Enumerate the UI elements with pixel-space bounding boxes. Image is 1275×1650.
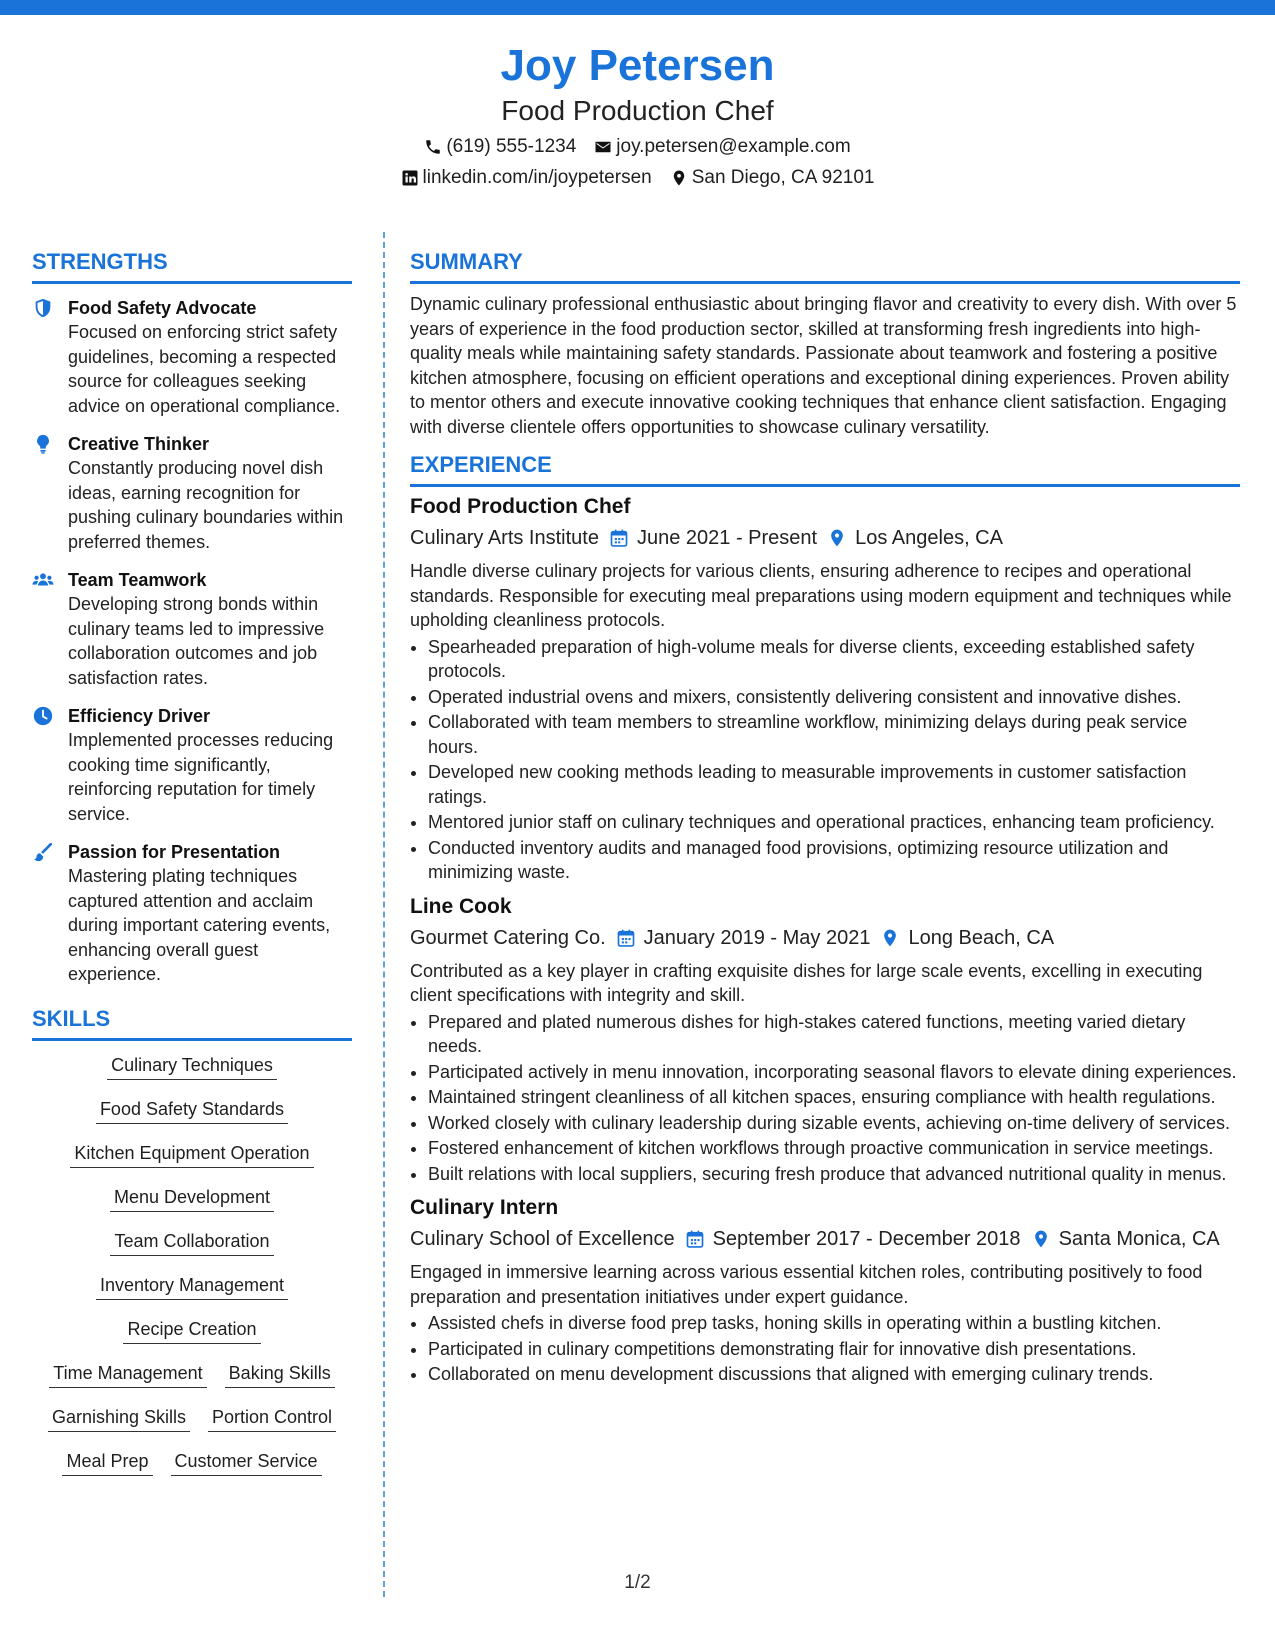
job-dates: September 2017 - December 2018 [712,1228,1021,1250]
resume-header [0,40,1275,190]
contact-row-2 [0,166,1275,190]
skill-row [32,1229,352,1256]
candidate-title: Food Production Chef [501,95,774,126]
job-company: Gourmet Catering Co. [410,926,606,949]
bullet-item: • Participated actively in menu innovation, incorporating seasonal flavors to elevate dining experiences. [428,1060,1240,1085]
bullet-item: • Developed new cooking methods leading to measurable improvements in customer satisfaction ratings. [428,760,1240,809]
location-contact [670,166,875,190]
email-contact[interactable] [594,135,850,159]
job-bullets [410,635,1240,885]
skill-row [32,1097,352,1124]
phone-text: (619) 555-1234 [446,136,577,157]
job-dates-group [616,924,871,952]
bullet-item: • Operated industrial ovens and mixers, consistently delivering consistent and innovative dishes. [428,685,1240,710]
skill-row [32,1053,352,1080]
map-pin-icon [670,169,688,187]
skill-row [32,1273,352,1300]
linkedin-text: linkedin.com/in/joypetersen [422,167,652,188]
skill-tag: Kitchen Equipment Operation [70,1141,313,1168]
job-title: Food Production Chef [410,495,631,518]
skill-row [32,1405,352,1432]
skills-heading: SKILLS [32,1005,111,1031]
job-dates: June 2021 - Present [636,527,818,549]
strength-title: Food Safety Advocate [68,298,257,318]
experience-heading: EXPERIENCE [410,452,552,477]
calendar-icon [616,928,636,948]
bullet-item: • Spearheaded preparation of high-volume meals for diverse clients, exceeding established safety protocols. [428,635,1240,684]
bullet-item: • Fostered enhancement of kitchen workflows through proactive communication in service meetings. [428,1136,1240,1161]
bullet-item: • Maintained stringent cleanliness of all kitchen spaces, ensuring compliance with health regulations. [428,1085,1240,1110]
skill-tag: Customer Service [171,1449,322,1476]
strength-item [32,432,352,554]
skill-tag: Team Collaboration [110,1229,273,1256]
skill-tag: Baking Skills [225,1361,335,1388]
job-description: Contributed as a key player in crafting exquisite dishes for large scale events, excelling in executing client specifications with integrity and skill. [410,960,1203,1005]
calendar-icon [609,528,629,548]
job-description: Engaged in immersive learning across various essential kitchen roles, contributing positively to food preparation and presentation initiatives under expert guidance. [410,1262,1203,1307]
bullet-item: • Prepared and plated numerous dishes for high-stakes catered functions, meeting varied dietary needs. [428,1010,1240,1059]
job-company: Culinary School of Excellence [410,1228,675,1250]
page-number: 1/2 [624,1572,651,1593]
bullet-item: • Collaborated on menu development discussions that aligned with emerging culinary trends. [428,1362,1240,1387]
contact-row-1 [0,135,1275,159]
linkedin-contact[interactable] [401,166,652,190]
clock-icon [32,704,56,826]
skill-tag: Meal Prep [62,1449,152,1476]
job-title: Line Cook [410,894,512,918]
experience-rule [410,484,1240,487]
job-location: Long Beach, CA [908,926,1055,949]
job-location: Los Angeles, CA [855,527,1003,549]
job-location: Santa Monica, CA [1058,1228,1220,1250]
envelope-icon [594,138,612,156]
job-meta [410,924,1240,952]
job-bullets [410,1010,1240,1187]
job-location-group [827,524,1003,552]
map-pin-icon [880,928,900,948]
job-meta [410,1225,1240,1253]
job-dates-group [685,1225,1021,1253]
skill-tag: Garnishing Skills [48,1405,190,1432]
skill-row [32,1317,352,1344]
strength-title: Creative Thinker [68,434,210,454]
brush-icon [32,840,56,987]
bullet-item: • Built relations with local suppliers, securing fresh produce that advanced nutritional quality in menus. [428,1162,1240,1187]
bullet-item: • Mentored junior staff on culinary techniques and operational practices, enhancing team proficiency. [428,810,1240,835]
users-icon [32,568,56,690]
phone-icon [424,138,442,156]
bullet-item: • Participated in culinary competitions demonstrating flair for innovative dish presentations. [428,1337,1240,1362]
strengths-rule [32,281,352,284]
strength-text: Implemented processes reducing cooking time significantly, reinforcing reputation for timely service. [68,730,334,824]
skill-tag: Recipe Creation [123,1317,260,1344]
strength-text: Focused on enforcing strict safety guidelines, becoming a respected source for colleagues seeking advice on operational compliance. [68,322,341,416]
strength-title: Team Teamwork [68,570,207,590]
job-meta [410,524,1240,552]
skills-rule [32,1038,352,1041]
linkedin-icon [401,169,419,187]
strength-item [32,840,352,987]
bullet-item: • Worked closely with culinary leadership during sizable events, achieving on-time delivery of services. [428,1111,1240,1136]
skill-tag: Culinary Techniques [107,1053,277,1080]
shield-icon [32,296,56,418]
phone-contact [424,135,576,159]
job-entry [410,1194,1240,1387]
calendar-icon [685,1229,705,1249]
skill-row [32,1449,352,1476]
job-dates-group [609,524,817,552]
bullet-item: • Assisted chefs in diverse food prep tasks, honing skills in operating within a bustling kitchen. [428,1311,1240,1336]
email-text: joy.petersen@example.com [616,136,851,157]
skill-tag: Food Safety Standards [96,1097,288,1124]
lightbulb-icon [32,432,56,554]
strength-title: Passion for Presentation [68,842,281,862]
summary-heading: SUMMARY [410,249,523,274]
skill-tag: Portion Control [208,1405,336,1432]
summary-rule [410,281,1240,284]
strength-title: Efficiency Driver [68,706,211,726]
skill-row [32,1185,352,1212]
bullet-item: • Conducted inventory audits and managed food provisions, optimizing resource utilization and minimizing waste. [428,836,1240,885]
skills-list [32,1053,352,1476]
skill-row [32,1141,352,1168]
job-location-group [1031,1225,1220,1253]
skill-tag: Time Management [49,1361,206,1388]
column-divider [383,232,385,1597]
skill-tag: Inventory Management [96,1273,288,1300]
summary-text: Dynamic culinary professional enthusiastic about bringing flavor and creativity to every dish. With over 5 years of experience in the food production sector, skilled at transforming fresh ingredients into high-quality meals while maintaining safety standards. Passionate about teamwork and fostering a positive kitchen atmosphere, focusing on efficient operations and exceptional dining experiences. Proven ability to mentor others and execute innovative cooking techniques that enhance client satisfaction. Engaging with diverse clientele offers opportunities to showcase culinary versatility. [410,294,1237,437]
strength-item [32,296,352,418]
strength-item [32,704,352,826]
job-company: Culinary Arts Institute [410,527,599,549]
location-text: San Diego, CA 92101 [691,167,875,188]
strength-text: Constantly producing novel dish ideas, earning recognition for pushing culinary boundaries within preferred themes. [68,458,344,552]
job-description: Handle diverse culinary projects for various clients, ensuring adherence to recipes and operational standards. Responsible for executing meal preparations using modern equipment and techniques while upholding cleanliness protocols. [410,561,1232,630]
skill-row [32,1361,352,1388]
bullet-item: • Collaborated with team members to streamline workflow, minimizing delays during peak service hours. [428,710,1240,759]
strength-text: Mastering plating techniques captured attention and acclaim during important catering events, enhancing overall guest experience. [68,866,331,984]
candidate-name: Joy Petersen [500,41,775,90]
strengths-heading: STRENGTHS [32,249,168,274]
left-column [32,248,352,1493]
top-accent-bar [0,0,1275,15]
job-entry [410,493,1240,885]
map-pin-icon [827,528,847,548]
strength-text: Developing strong bonds within culinary teams led to impressive collaboration outcomes and job satisfaction rates. [68,594,325,688]
job-entry [410,893,1240,1187]
job-title: Culinary Intern [410,1196,559,1219]
right-column [410,248,1240,1395]
skill-tag: Menu Development [110,1185,274,1212]
strength-item [32,568,352,690]
job-location-group [880,924,1054,952]
map-pin-icon [1031,1229,1051,1249]
job-bullets [410,1311,1240,1387]
job-dates: January 2019 - May 2021 [643,926,871,949]
